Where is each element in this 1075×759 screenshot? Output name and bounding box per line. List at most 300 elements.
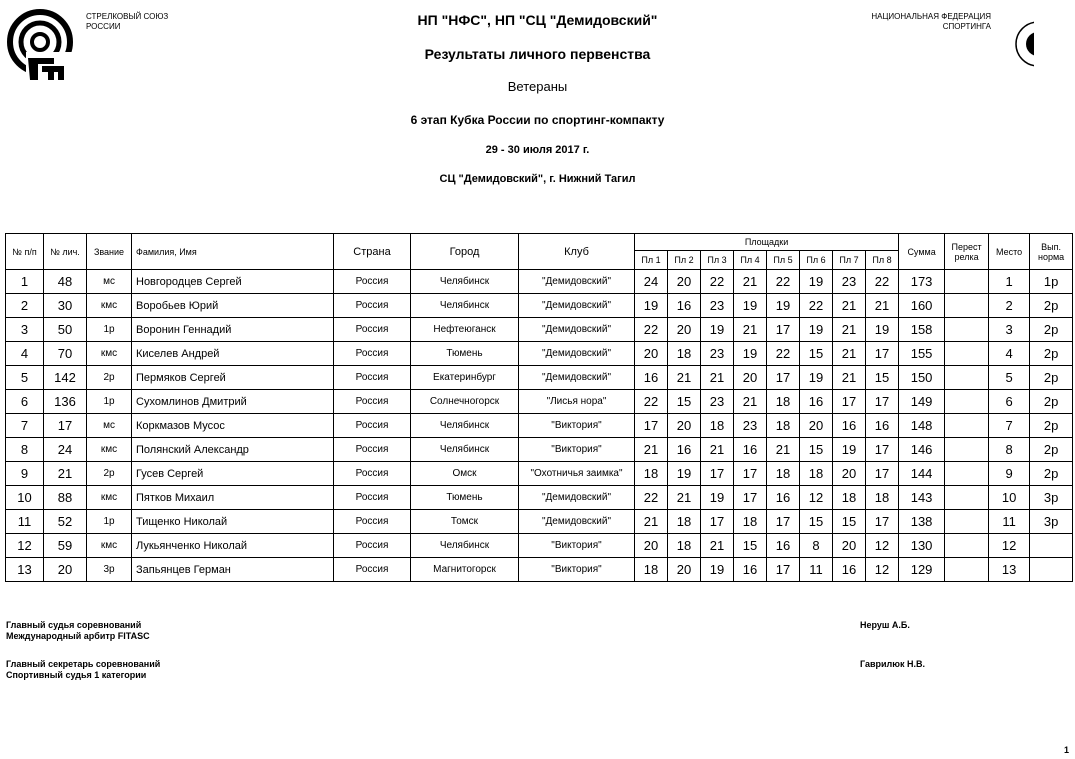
- cell-area-4: 19: [734, 342, 767, 366]
- cell-club: "Демидовский": [519, 486, 635, 510]
- cell-np: 11: [6, 510, 44, 534]
- cell-area-4: 23: [734, 414, 767, 438]
- cell-area-5: 16: [767, 486, 800, 510]
- cell-license: 20: [44, 558, 87, 582]
- cell-country: Россия: [334, 462, 411, 486]
- cell-area-2: 16: [668, 294, 701, 318]
- page-number: 1: [1064, 745, 1070, 755]
- cell-area-7: 16: [833, 414, 866, 438]
- cell-city: Магнитогорск: [411, 558, 519, 582]
- cell-area-7: 21: [833, 366, 866, 390]
- cell-sum: 143: [899, 486, 945, 510]
- cell-area-2: 21: [668, 366, 701, 390]
- cell-license: 17: [44, 414, 87, 438]
- cell-rank: кмс: [87, 342, 132, 366]
- cell-area-8: 17: [866, 390, 899, 414]
- cell-shootoff: [945, 534, 989, 558]
- col-country: Страна: [334, 234, 411, 270]
- cell-license: 142: [44, 366, 87, 390]
- col-area-2: Пл 2: [668, 251, 701, 270]
- cell-norm: 2р: [1030, 366, 1073, 390]
- cell-area-1: 21: [635, 510, 668, 534]
- cell-city: Челябинск: [411, 438, 519, 462]
- chief-judge-name: Неруш А.Б.: [860, 620, 910, 630]
- cell-area-3: 17: [701, 510, 734, 534]
- cell-norm: 3р: [1030, 510, 1073, 534]
- cell-rank: кмс: [87, 438, 132, 462]
- cell-area-5: 22: [767, 342, 800, 366]
- cell-license: 59: [44, 534, 87, 558]
- cell-area-2: 21: [668, 486, 701, 510]
- chief-judge-block: [6, 620, 150, 642]
- cell-np: 9: [6, 462, 44, 486]
- cell-area-8: 17: [866, 510, 899, 534]
- col-area-1: Пл 1: [635, 251, 668, 270]
- table-row: [6, 414, 1073, 438]
- cell-area-2: 18: [668, 510, 701, 534]
- cell-country: Россия: [334, 390, 411, 414]
- cell-area-1: 18: [635, 462, 668, 486]
- cell-area-6: 8: [800, 534, 833, 558]
- col-areas: Площадки: [635, 234, 899, 251]
- cell-area-4: 19: [734, 294, 767, 318]
- cell-area-2: 20: [668, 558, 701, 582]
- cell-name: Коркмазов Мусос: [132, 414, 334, 438]
- cell-city: Томск: [411, 510, 519, 534]
- cell-norm: 2р: [1030, 342, 1073, 366]
- col-club: Клуб: [519, 234, 635, 270]
- cell-area-1: 22: [635, 486, 668, 510]
- cell-area-7: 20: [833, 534, 866, 558]
- cell-area-3: 23: [701, 294, 734, 318]
- cell-name: Киселев Андрей: [132, 342, 334, 366]
- cell-rank: кмс: [87, 534, 132, 558]
- cell-area-6: 19: [800, 318, 833, 342]
- cell-license: 21: [44, 462, 87, 486]
- cell-club: "Лисья нора": [519, 390, 635, 414]
- col-rank: Звание: [87, 234, 132, 270]
- cell-license: 88: [44, 486, 87, 510]
- col-city: Город: [411, 234, 519, 270]
- cell-name: Воронин Геннадий: [132, 318, 334, 342]
- cell-name: Пермяков Сергей: [132, 366, 334, 390]
- cell-name: Воробьев Юрий: [132, 294, 334, 318]
- cell-area-6: 11: [800, 558, 833, 582]
- cell-norm: 2р: [1030, 390, 1073, 414]
- cell-country: Россия: [334, 438, 411, 462]
- cell-shootoff: [945, 390, 989, 414]
- cell-np: 7: [6, 414, 44, 438]
- cell-club: "Демидовский": [519, 318, 635, 342]
- cell-rank: 2р: [87, 462, 132, 486]
- cell-area-3: 23: [701, 390, 734, 414]
- cell-place: 7: [989, 414, 1030, 438]
- cell-shootoff: [945, 294, 989, 318]
- col-license: № лич.: [44, 234, 87, 270]
- cell-place: 4: [989, 342, 1030, 366]
- cell-city: Челябинск: [411, 414, 519, 438]
- cell-shootoff: [945, 270, 989, 294]
- cell-sum: 149: [899, 390, 945, 414]
- cell-area-8: 12: [866, 534, 899, 558]
- cell-club: "Демидовский": [519, 366, 635, 390]
- col-np: № п/п: [6, 234, 44, 270]
- page-title: Результаты личного первенства: [424, 46, 651, 62]
- cell-shootoff: [945, 462, 989, 486]
- table-row: [6, 534, 1073, 558]
- cell-area-3: 19: [701, 486, 734, 510]
- cell-np: 1: [6, 270, 44, 294]
- cell-city: Тюмень: [411, 342, 519, 366]
- cell-place: 2: [989, 294, 1030, 318]
- cell-np: 2: [6, 294, 44, 318]
- cell-np: 5: [6, 366, 44, 390]
- cell-area-7: 17: [833, 390, 866, 414]
- cell-shootoff: [945, 558, 989, 582]
- cell-area-8: 17: [866, 462, 899, 486]
- cell-area-4: 20: [734, 366, 767, 390]
- table-row: [6, 366, 1073, 390]
- cell-shootoff: [945, 366, 989, 390]
- cell-area-8: 17: [866, 342, 899, 366]
- cell-club: "Виктория": [519, 534, 635, 558]
- col-norm: Вып. норма: [1030, 234, 1073, 270]
- cell-country: Россия: [334, 558, 411, 582]
- cell-area-1: 22: [635, 318, 668, 342]
- cell-area-2: 18: [668, 342, 701, 366]
- cell-area-7: 15: [833, 510, 866, 534]
- cell-area-5: 22: [767, 270, 800, 294]
- category-heading: Ветераны: [507, 79, 568, 94]
- cell-name: Гусев Сергей: [132, 462, 334, 486]
- cell-country: Россия: [334, 414, 411, 438]
- cell-norm: 1р: [1030, 270, 1073, 294]
- cell-area-2: 19: [668, 462, 701, 486]
- chief-judge-subtitle: Международный арбитр FITASC: [6, 631, 150, 641]
- cell-area-1: 20: [635, 534, 668, 558]
- table-row: [6, 270, 1073, 294]
- cell-np: 4: [6, 342, 44, 366]
- cell-license: 52: [44, 510, 87, 534]
- cell-area-8: 18: [866, 486, 899, 510]
- cell-area-7: 21: [833, 318, 866, 342]
- cell-area-3: 21: [701, 366, 734, 390]
- cell-norm: [1030, 558, 1073, 582]
- cell-rank: мс: [87, 414, 132, 438]
- cell-sum: 160: [899, 294, 945, 318]
- cell-area-6: 15: [800, 342, 833, 366]
- cell-area-2: 20: [668, 318, 701, 342]
- org-left-line-1: СТРЕЛКОВЫЙ СОЮЗ: [86, 12, 169, 21]
- cell-sum: 130: [899, 534, 945, 558]
- cell-license: 50: [44, 318, 87, 342]
- col-shootoff: Перест релка: [945, 234, 989, 270]
- cell-area-1: 16: [635, 366, 668, 390]
- cell-area-1: 24: [635, 270, 668, 294]
- cell-area-4: 15: [734, 534, 767, 558]
- cell-area-8: 16: [866, 414, 899, 438]
- col-area-6: Пл 6: [800, 251, 833, 270]
- cell-country: Россия: [334, 294, 411, 318]
- chief-judge-title: Главный судья соревнований: [6, 620, 142, 630]
- cell-area-6: 19: [800, 270, 833, 294]
- cell-city: Екатеринбург: [411, 366, 519, 390]
- cell-rank: мс: [87, 270, 132, 294]
- cell-place: 1: [989, 270, 1030, 294]
- cell-norm: 2р: [1030, 438, 1073, 462]
- cell-shootoff: [945, 438, 989, 462]
- table-row: [6, 486, 1073, 510]
- col-area-7: Пл 7: [833, 251, 866, 270]
- cell-area-3: 18: [701, 414, 734, 438]
- cell-country: Россия: [334, 366, 411, 390]
- chief-secretary-name: Гаврилюк Н.В.: [860, 659, 925, 669]
- cell-area-2: 15: [668, 390, 701, 414]
- cell-sum: 148: [899, 414, 945, 438]
- cell-place: 3: [989, 318, 1030, 342]
- cell-area-2: 16: [668, 438, 701, 462]
- cell-area-4: 17: [734, 462, 767, 486]
- cell-area-7: 21: [833, 342, 866, 366]
- cell-rank: 1р: [87, 390, 132, 414]
- cell-area-4: 21: [734, 390, 767, 414]
- org-right-line-2: СПОРТИНГА: [942, 22, 991, 31]
- cell-area-1: 18: [635, 558, 668, 582]
- cell-area-7: 18: [833, 486, 866, 510]
- cell-city: Челябинск: [411, 270, 519, 294]
- cell-area-4: 18: [734, 510, 767, 534]
- col-name: Фамилия, Имя: [132, 234, 334, 270]
- cell-area-3: 22: [701, 270, 734, 294]
- cell-club: "Демидовский": [519, 270, 635, 294]
- cell-area-5: 16: [767, 534, 800, 558]
- cell-place: 11: [989, 510, 1030, 534]
- cell-shootoff: [945, 486, 989, 510]
- cell-area-3: 19: [701, 318, 734, 342]
- cell-area-5: 17: [767, 510, 800, 534]
- cell-club: "Демидовский": [519, 342, 635, 366]
- table-row: [6, 342, 1073, 366]
- cell-area-3: 17: [701, 462, 734, 486]
- cell-club: "Демидовский": [519, 510, 635, 534]
- cell-name: Новгородцев Сергей: [132, 270, 334, 294]
- event-date: 29 - 30 июля 2017 г.: [485, 144, 590, 156]
- cell-license: 70: [44, 342, 87, 366]
- results-table: [5, 233, 1073, 582]
- cell-norm: 2р: [1030, 294, 1073, 318]
- cell-country: Россия: [334, 270, 411, 294]
- cell-shootoff: [945, 510, 989, 534]
- cell-area-6: 19: [800, 366, 833, 390]
- table-row: [6, 462, 1073, 486]
- cell-area-8: 19: [866, 318, 899, 342]
- cell-area-5: 17: [767, 318, 800, 342]
- cell-area-2: 20: [668, 414, 701, 438]
- col-area-3: Пл 3: [701, 251, 734, 270]
- cell-norm: 2р: [1030, 414, 1073, 438]
- cell-area-5: 18: [767, 462, 800, 486]
- cell-area-6: 18: [800, 462, 833, 486]
- cell-area-5: 21: [767, 438, 800, 462]
- cell-area-5: 18: [767, 414, 800, 438]
- cell-np: 6: [6, 390, 44, 414]
- cell-area-5: 17: [767, 558, 800, 582]
- cell-norm: 2р: [1030, 318, 1073, 342]
- cell-rank: 2р: [87, 366, 132, 390]
- cell-norm: 2р: [1030, 462, 1073, 486]
- event-heading: 6 этап Кубка России по спортинг-компакту: [410, 113, 665, 127]
- cell-area-5: 17: [767, 366, 800, 390]
- cell-area-2: 18: [668, 534, 701, 558]
- cell-city: Тюмень: [411, 486, 519, 510]
- cell-club: "Виктория": [519, 438, 635, 462]
- cell-city: Солнечногорск: [411, 390, 519, 414]
- cell-area-1: 19: [635, 294, 668, 318]
- cell-area-8: 17: [866, 438, 899, 462]
- table-row: [6, 294, 1073, 318]
- cell-place: 5: [989, 366, 1030, 390]
- chief-secretary-block: [6, 659, 160, 681]
- cell-place: 6: [989, 390, 1030, 414]
- cell-place: 9: [989, 462, 1030, 486]
- cell-area-8: 15: [866, 366, 899, 390]
- cell-area-8: 22: [866, 270, 899, 294]
- cell-area-6: 22: [800, 294, 833, 318]
- cell-shootoff: [945, 342, 989, 366]
- cell-np: 12: [6, 534, 44, 558]
- cell-area-7: 19: [833, 438, 866, 462]
- cell-area-7: 23: [833, 270, 866, 294]
- cell-rank: 1р: [87, 318, 132, 342]
- cell-city: Нефтеюганск: [411, 318, 519, 342]
- cell-country: Россия: [334, 534, 411, 558]
- cell-city: Челябинск: [411, 534, 519, 558]
- cell-area-6: 16: [800, 390, 833, 414]
- col-area-4: Пл 4: [734, 251, 767, 270]
- cell-name: Тищенко Николай: [132, 510, 334, 534]
- cell-rank: кмс: [87, 294, 132, 318]
- cell-license: 136: [44, 390, 87, 414]
- cell-place: 8: [989, 438, 1030, 462]
- cell-sum: 155: [899, 342, 945, 366]
- cell-area-3: 21: [701, 534, 734, 558]
- cell-place: 13: [989, 558, 1030, 582]
- cell-country: Россия: [334, 510, 411, 534]
- col-place: Место: [989, 234, 1030, 270]
- cell-area-4: 16: [734, 438, 767, 462]
- cell-country: Россия: [334, 342, 411, 366]
- results-body: [6, 270, 1073, 582]
- cell-area-1: 20: [635, 342, 668, 366]
- cell-area-4: 16: [734, 558, 767, 582]
- cell-place: 12: [989, 534, 1030, 558]
- cell-name: Полянский Александр: [132, 438, 334, 462]
- cell-area-1: 21: [635, 438, 668, 462]
- cell-area-4: 21: [734, 318, 767, 342]
- cell-np: 10: [6, 486, 44, 510]
- cell-country: Россия: [334, 486, 411, 510]
- cell-np: 3: [6, 318, 44, 342]
- cell-name: Запьянцев Герман: [132, 558, 334, 582]
- cell-name: Пятков Михаил: [132, 486, 334, 510]
- cell-club: "Демидовский": [519, 294, 635, 318]
- cell-area-3: 21: [701, 438, 734, 462]
- cell-np: 8: [6, 438, 44, 462]
- cell-license: 24: [44, 438, 87, 462]
- table-row: [6, 390, 1073, 414]
- cell-area-7: 16: [833, 558, 866, 582]
- chief-secretary-subtitle: Спортивный судья 1 категории: [6, 670, 147, 680]
- col-sum: Сумма: [899, 234, 945, 270]
- cell-sum: 158: [899, 318, 945, 342]
- chief-secretary-title: Главный секретарь соревнований: [6, 659, 161, 669]
- cell-name: Лукьянченко Николай: [132, 534, 334, 558]
- cell-club: "Охотничья заимка": [519, 462, 635, 486]
- cell-sum: 146: [899, 438, 945, 462]
- col-area-8: Пл 8: [866, 251, 899, 270]
- cell-shootoff: [945, 414, 989, 438]
- cell-area-1: 17: [635, 414, 668, 438]
- cell-rank: 1р: [87, 510, 132, 534]
- cell-area-5: 19: [767, 294, 800, 318]
- cell-area-7: 20: [833, 462, 866, 486]
- cell-area-6: 20: [800, 414, 833, 438]
- cell-sum: 144: [899, 462, 945, 486]
- cell-norm: 3р: [1030, 486, 1073, 510]
- col-area-5: Пл 5: [767, 251, 800, 270]
- cell-rank: 3р: [87, 558, 132, 582]
- table-row: [6, 318, 1073, 342]
- organizers-heading: НП "НФС", НП "СЦ "Демидовский": [417, 12, 658, 28]
- table-row: [6, 438, 1073, 462]
- cell-area-2: 20: [668, 270, 701, 294]
- cell-club: "Виктория": [519, 414, 635, 438]
- cell-area-6: 15: [800, 510, 833, 534]
- cell-license: 48: [44, 270, 87, 294]
- table-row: [6, 510, 1073, 534]
- cell-area-3: 19: [701, 558, 734, 582]
- cell-club: "Виктория": [519, 558, 635, 582]
- table-row: [6, 558, 1073, 582]
- cell-np: 13: [6, 558, 44, 582]
- cell-area-1: 22: [635, 390, 668, 414]
- org-right-line-1: НАЦИОНАЛЬНАЯ ФЕДЕРАЦИЯ: [871, 12, 991, 21]
- cell-city: Омск: [411, 462, 519, 486]
- cell-area-3: 23: [701, 342, 734, 366]
- cell-license: 30: [44, 294, 87, 318]
- cell-area-8: 21: [866, 294, 899, 318]
- cell-rank: кмс: [87, 486, 132, 510]
- cell-sum: 129: [899, 558, 945, 582]
- cell-area-4: 17: [734, 486, 767, 510]
- cell-area-6: 12: [800, 486, 833, 510]
- cell-area-6: 15: [800, 438, 833, 462]
- cell-area-4: 21: [734, 270, 767, 294]
- cell-name: Сухомлинов Дмитрий: [132, 390, 334, 414]
- cell-shootoff: [945, 318, 989, 342]
- cell-area-8: 12: [866, 558, 899, 582]
- cell-place: 10: [989, 486, 1030, 510]
- org-left-line-2: РОССИИ: [86, 22, 121, 31]
- cell-area-7: 21: [833, 294, 866, 318]
- event-venue: СЦ "Демидовский", г. Нижний Тагил: [439, 173, 636, 185]
- cell-sum: 138: [899, 510, 945, 534]
- cell-norm: [1030, 534, 1073, 558]
- cell-country: Россия: [334, 318, 411, 342]
- cell-city: Челябинск: [411, 294, 519, 318]
- cell-sum: 150: [899, 366, 945, 390]
- cell-sum: 173: [899, 270, 945, 294]
